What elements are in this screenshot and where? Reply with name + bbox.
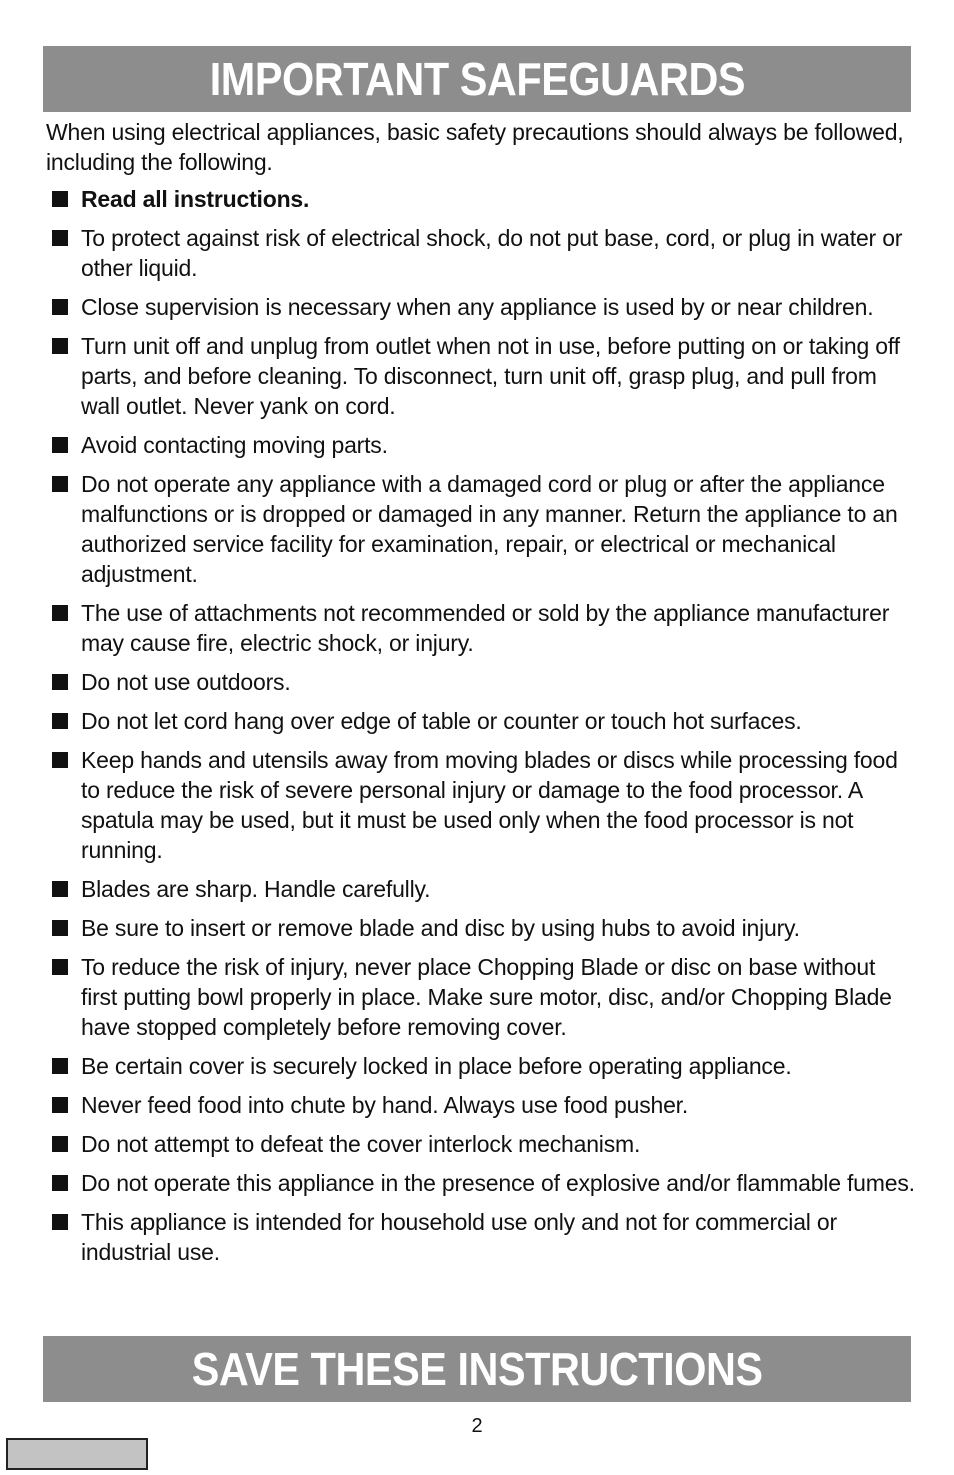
list-item	[46, 1168, 916, 1198]
square-bullet-icon	[52, 959, 68, 975]
list-item	[46, 598, 916, 658]
list-item	[46, 706, 916, 736]
page-title: IMPORTANT SAFEGUARDS	[209, 53, 745, 105]
list-item	[46, 1051, 916, 1081]
page-number: 2	[471, 1415, 483, 1437]
list-item-text: Avoid contacting moving parts.	[81, 432, 388, 458]
list-item-text: Keep hands and utensils away from moving blades or discs while processing food to reduce the risk of severe personal injury or damage to the food processor. A spatula may be used, but it must be used only when the food processor is not running.	[81, 747, 898, 863]
intro-paragraph: When using electrical appliances, basic safety precautions should always be followed, including the following.	[46, 119, 904, 175]
list-item-text: Do not operate this appliance in the presence of explosive and/or flammable fumes.	[81, 1170, 915, 1196]
list-item	[46, 223, 916, 283]
list-item-text: Do not operate any appliance with a damaged cord or plug or after the appliance malfunctions or is dropped or damaged in any manner. Return the appliance to an authorized service facility for examination, repair, or electrical or mechanical adjustment.	[81, 471, 898, 587]
list-item	[46, 469, 916, 589]
safeguards-list	[46, 184, 916, 1276]
list-item-text: The use of attachments not recommended or sold by the appliance manufacturer may cause fire, electric shock, or injury.	[81, 600, 890, 656]
square-bullet-icon	[52, 605, 68, 621]
save-instructions-banner	[43, 1336, 911, 1402]
square-bullet-icon	[52, 437, 68, 453]
list-item	[46, 331, 916, 421]
list-item-text: Read all instructions.	[81, 186, 310, 212]
list-item-text: This appliance is intended for household use only and not for commercial or industrial use.	[81, 1209, 837, 1265]
square-bullet-icon	[52, 752, 68, 768]
square-bullet-icon	[52, 920, 68, 936]
list-item	[46, 745, 916, 865]
list-item	[46, 184, 916, 214]
square-bullet-icon	[52, 476, 68, 492]
square-bullet-icon	[52, 1214, 68, 1230]
list-item-text: Do not let cord hang over edge of table or counter or touch hot surfaces.	[81, 708, 802, 734]
list-item	[46, 292, 916, 322]
list-item-text: Do not use outdoors.	[81, 669, 291, 695]
list-item	[46, 913, 916, 943]
square-bullet-icon	[52, 1097, 68, 1113]
list-item-text: Be sure to insert or remove blade and disc by using hubs to avoid injury.	[81, 915, 800, 941]
list-item-text: Never feed food into chute by hand. Always use food pusher.	[81, 1092, 689, 1118]
list-item-text: Do not attempt to defeat the cover interlock mechanism.	[81, 1131, 641, 1157]
list-item-text: To protect against risk of electrical shock, do not put base, cord, or plug in water or other liquid.	[81, 225, 903, 281]
square-bullet-icon	[52, 1136, 68, 1152]
list-item	[46, 874, 916, 904]
square-bullet-icon	[52, 230, 68, 246]
list-item-text: Turn unit off and unplug from outlet when not in use, before putting on or taking off parts, and before cleaning. To disconnect, turn unit off, grasp plug, and pull from wall outlet. Never yank on cord.	[81, 333, 900, 419]
footer-gray-box	[6, 1438, 148, 1470]
square-bullet-icon	[52, 1058, 68, 1074]
square-bullet-icon	[52, 338, 68, 354]
square-bullet-icon	[52, 299, 68, 315]
list-item	[46, 667, 916, 697]
list-item	[46, 1207, 916, 1267]
square-bullet-icon	[52, 881, 68, 897]
square-bullet-icon	[52, 191, 68, 207]
list-item-text: To reduce the risk of injury, never place Chopping Blade or disc on base without first putting bowl properly in place. Make sure motor, disc, and/or Chopping Blade have stopped completely before removing cover.	[81, 954, 892, 1040]
square-bullet-icon	[52, 674, 68, 690]
save-instructions-title: SAVE THESE INSTRUCTIONS	[191, 1343, 763, 1395]
list-item-text: Blades are sharp. Handle carefully.	[81, 876, 431, 902]
square-bullet-icon	[52, 1175, 68, 1191]
list-item-text: Close supervision is necessary when any appliance is used by or near children.	[81, 294, 874, 320]
square-bullet-icon	[52, 713, 68, 729]
list-item	[46, 430, 916, 460]
list-item-text: Be certain cover is securely locked in place before operating appliance.	[81, 1053, 792, 1079]
list-item	[46, 1129, 916, 1159]
list-item	[46, 1090, 916, 1120]
important-safeguards-banner	[43, 46, 911, 112]
list-item	[46, 952, 916, 1042]
